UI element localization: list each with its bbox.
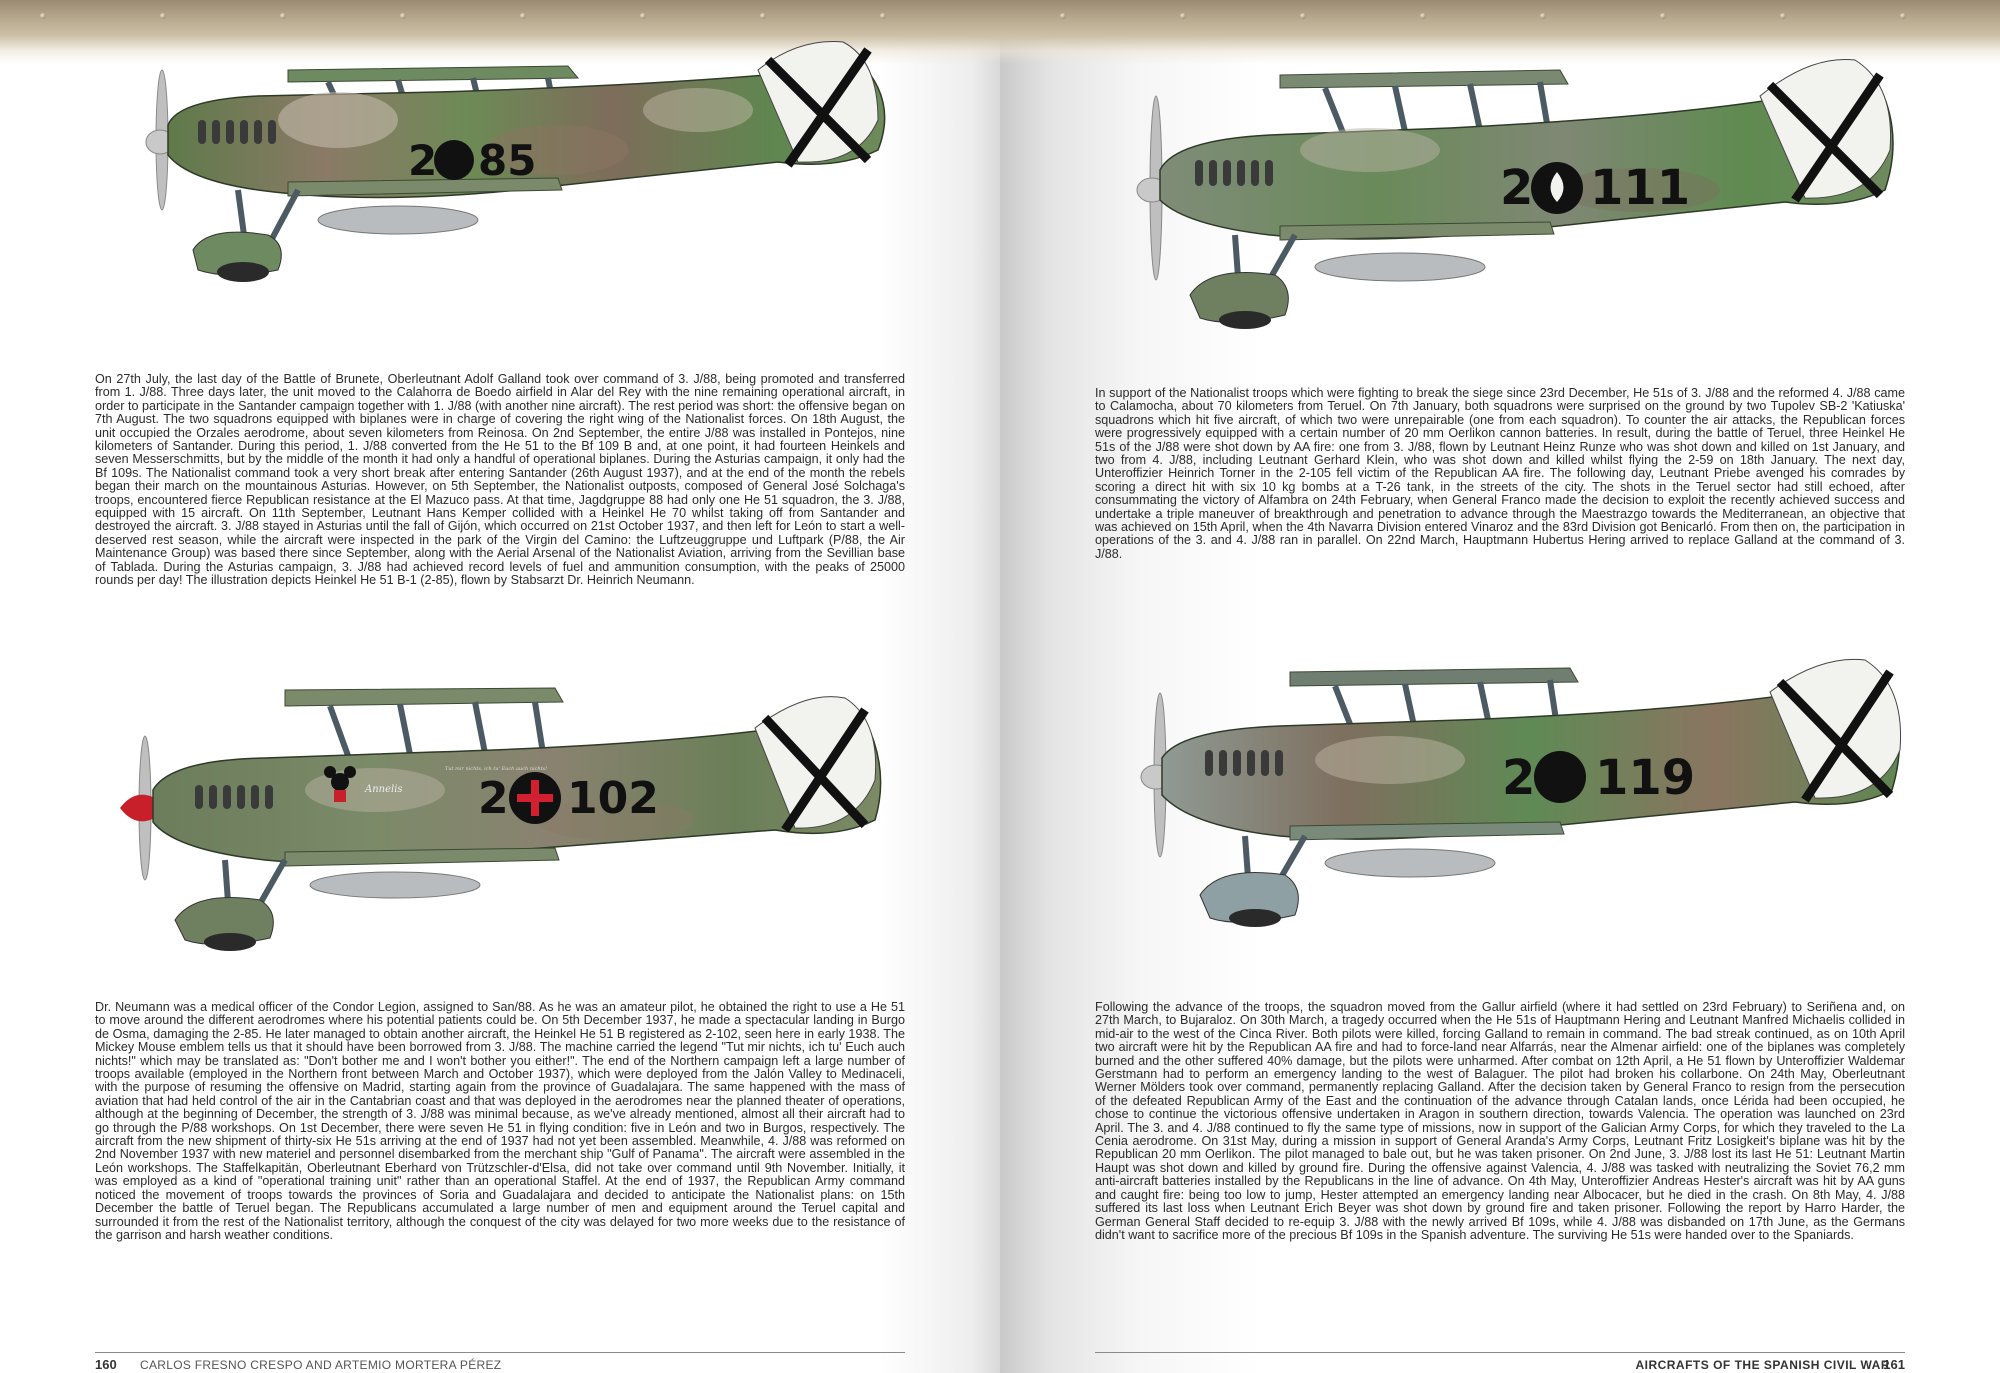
rivet bbox=[1300, 13, 1306, 19]
rivet bbox=[40, 13, 46, 19]
rivet bbox=[1900, 13, 1906, 19]
footer-rule bbox=[1095, 1352, 1905, 1353]
aircraft-illustration-2-85 bbox=[138, 30, 898, 350]
body-paragraph-3: In support of the Nationalist troops which were fighting to break the siege since 23rd December, He 51s of 3. J/88 and the reformed 4. J/88 came to Calamocha, about 70 kilometers from Teruel. On 7th January, both squadrons were surprised on the ground by two Tupolev SB-2 'Katiuska' squadrons which hit five aircraft, of which two were unrepairable (one from each squadron). To counter the air attacks, the Republican forces were progressively equipped with a certain number of 20 mm Oerlikon cannon batteries. In result, during the battle of Teruel, three Heinkel He 51s of the J/88 were shot down by AA fire: one from 3. J/88, flown by Leutnant Heinz Runze who was shot down and killed on 1st January, and two from 4. J/88, including Leutnant Gerhard Klein, who was shot down and killed whilst flying the 2-59 on 18th January. The next day, Unteroffizier Heinrich Torner in the 2-105 fell victim of the Republican AA fire. The following day, Leutnant Priebe avenged his comrades by scoring a direct hit with six 10 kg bombs at a T-26 tank, in the streets of the city. The shots in the Teruel sector had still echoed, after consummating the victory of Alfambra on 24th February, when General Franco made the decision to exploit the recently achieved success and undertake a triple maneuver of breakthrough and penetration to advance through the Maestrazgo towards the Mediterranean, an objective that was achieved on 15th April, when the 4th Navarra Division entered Vinaroz and the 83rd Division got Benicarló. From then on, the participation in operations of the 3. and 4. J/88 ran in parallel. On 22nd March, Hauptmann Hubertus Hering arrived to replace Galland at the command of 3. J/88. bbox=[1095, 386, 1905, 561]
rivet bbox=[1180, 13, 1186, 19]
rivet bbox=[1060, 13, 1066, 19]
rivet bbox=[640, 13, 646, 19]
rivet bbox=[280, 13, 286, 19]
aircraft-code-left: 2 bbox=[1500, 160, 1534, 216]
aircraft-code-left: 2 bbox=[408, 136, 438, 185]
page-number: 160 bbox=[95, 1357, 117, 1372]
aircraft-code-right: 102 bbox=[567, 773, 659, 824]
page-number: 161 bbox=[1883, 1357, 1905, 1372]
aircraft-illustration-2-102 bbox=[115, 680, 885, 1000]
running-head-title: AIRCRAFTS OF THE SPANISH CIVIL WAR bbox=[1635, 1358, 1890, 1372]
footer-rule bbox=[95, 1352, 905, 1353]
aircraft-code-right: 119 bbox=[1595, 750, 1696, 806]
right-page bbox=[1000, 0, 2000, 1373]
rivet bbox=[520, 13, 526, 19]
aircraft-code-left: 2 bbox=[478, 773, 509, 824]
running-head-authors: CARLOS FRESNO CRESPO AND ARTEMIO MORTERA PÉREZ bbox=[140, 1358, 502, 1372]
rivet bbox=[1660, 13, 1666, 19]
body-paragraph-4: Following the advance of the troops, the squadron moved from the Gallur airfield (where it had settled on 23rd February) to Seriñena and, on 27th March, to Bujaraloz. On 30th March, a tragedy occurred when the He 51s of Hauptmann Hering and Leutnant Manfred Michaelis collided in mid-air to the west of the Cinca River. Both pilots were killed, forcing Galland to remain in command. The bad streak continued, as on 10th April two aircraft were hit by the Republican AA fire and had to force-land near Alfarrás, near the Almenar airfield: one of the biplanes was completely burned and the other suffered 40% damage, but the pilots were unharmed. After combat on 12th April, a He 51 flown by Unteroffizier Waldemar Gerstmann had to perform an emergency landing to the west of Balaguer. The pilot had broken his collarbone. On 24th May, Oberleutnant Werner Mölders took over command, permanently replacing Galland. After the decision taken by General Franco to resign from the persecution of the defeated Republican Army of the East and the continuation of the advance through Catalan lands, once Lérida had been occupied, he chose to continue the victorious offensive undertaken in Aragon in southern direction, towards Valencia. The operation was launched on 23rd April. The 3. and 4. J/88 continued to fly the same type of missions, now in support of the Galician Army Corps, for which they traveled to the La Cenia aerodrome. On 31st May, during a mission in support of General Aranda's Army Corps, Leutnant Fritz Losigkeit's biplane was hit by the Republican 20 mm Oerlikon. The pilot managed to bale out, but he was taken prisoner. On 2nd June, 3. J/88 lost its last He 51: Leutnant Martin Haupt was shot down and killed by ground fire. During the offensive against Valencia, 4. J/88 was tasked with neutralizing the Soviet 76,2 mm anti-aircraft batteries installed by the Republicans in the line of advance. On 4th May, Unteroffizier Andreas Hester's aircraft was hit by AA guns and caught fire: being too low to jump, Hester attempted an emergency landing near Albocacer, but he died in the crash. On 8th May, 4. J/88 suffered its last loss when Leutnant Erich Beyer was shot down by ground fire and taken prisoner. Following the report by Harro Harder, the German General Staff decided to re-equip 3. J/88 with the newly arrived Bf 109s, while 4. J/88 was disbanded on 17th June, as the Germans didn't want to sacrifice more of the precious Bf 109s in the Spanish adventure. The surviving He 51s were handed over to the Spaniards. bbox=[1095, 1000, 1905, 1242]
rivet bbox=[760, 13, 766, 19]
rivet bbox=[880, 13, 886, 19]
aircraft-code-right: 85 bbox=[478, 136, 537, 185]
rivet bbox=[160, 13, 166, 19]
body-paragraph-1: On 27th July, the last day of the Battle of Brunete, Oberleutnant Adolf Galland took over command of 3. J/88, being promoted and transferred from 1. J/88. Three days later, the unit moved to the Calahorra de Boedo airfield in Alar del Rey with the nine remaining operational aircraft, in order to participate in the Santander campaign together with 1. J/88 (with another nine aircraft). The rest period was short: the offensive began on 7th August. The two squadrons equipped with biplanes were in charge of covering the right wing of the Nationalist forces. On 18th August, the unit occupied the Orzales aerodrome, about seven kilometers from Reinosa. On 2nd September, the entire J/88 was installed in Pontejos, nine kilometers of Santander. During this period, 1. J/88 converted from the He 51 to the Bf 109 B and, at one point, it had fourteen Heinkels and seven Messerschmitts, but by the middle of the month it had only a handful of operational biplanes. During the Asturias campaign, it only had the Bf 109s. The Nationalist command took a very short break after entering Santander (26th August 1937), and at the end of the month the rebels began their march on the mountainous Asturias. However, on 5th September, the Nationalist outposts, composed of General José Solchaga's troops, encountered fierce Republican resistance at the El Mazuco pass. At that time, Jagdgruppe 88 had only one He 51 squadron, the 3. J/88, equipped with 15 aircraft. On 11th September, Leutnant Hans Kemper collided with a Heinkel He 70 whilst taking off from Santander and destroyed the aircraft. 3. J/88 stayed in Asturias until the fall of Gijón, which occurred on 21st October 1937, and then left for León to start a well-deserved rest season, while the aircraft were inspected in the park of the Virgin del Camino: the Luftzeuggruppe und Luftpark (P/88, the Air Maintenance Group) was based there since September, along with the Aerial Arsenal of the Nationalist Aviation, arriving from the Sevillian base of Tablada. During the Asturias campaign, 3. J/88 had achieved record levels of fuel and ammunition consumption, with the peaks of 25000 rounds per day! The illustration depicts Heinkel He 51 B-1 (2-85), flown by Stabsarzt Dr. Heinrich Neumann. bbox=[95, 372, 905, 588]
fuselage-legend: Tut mir nichts, ich tu' Euch auch nichts! bbox=[445, 766, 548, 772]
aircraft-code-right: 111 bbox=[1590, 160, 1691, 216]
nose-art-name: Annelis bbox=[365, 784, 403, 795]
aircraft-code-left: 2 bbox=[1502, 750, 1536, 806]
body-paragraph-2: Dr. Neumann was a medical officer of the Condor Legion, assigned to San/88. As he was an amateur pilot, he obtained the right to use a He 51 to move around the different aerodromes where his potential patients could be. On 5th December 1937, he made a spectacular landing in Burgo de Osma, damaging the 2-85. He later managed to obtain another aircraft, the Heinkel He 51 B registered as 2-102, seen here in early 1938. The Mickey Mouse emblem tells us that it should have been borrowed from 3. J/88. The machine carried the legend "Tut mir nichts, ich tu' Euch auch nichts!" which may be translated as: "Don't bother me and I won't bother you either!". The end of the Northern campaign left a large number of troops available (employed in the Northern front between March and October 1937), which were deployed from the Jalón Valley to Medinaceli, with the purpose of resuming the offensive on Madrid, starting again from the province of Guadalajara. The same happened with the mass of aviation that had held control of the air in the Cantabrian coast and that was deployed in the aerodromes near the planned theater of operations, although at the beginning of December, the strength of 3. J/88 was minimal because, as we've already mentioned, almost all their aircraft had to go through the P/88 workshops. On 1st December, there were seven He 51 in flying condition: five in León and two in Burgos, respectively. The aircraft from the new shipment of thirty-six He 51s arriving at the end of 1937 had not yet been assembled. Meanwhile, 4. J/88 was reformed on 2nd November 1937 with new materiel and personnel disembarked from the merchant ship "Gulf of Panama". The aircraft were assembled in the León workshops. The Staffelkapitän, Oberleutnant Eberhard von Trützschler-d'Elsa, did not take over command until 9th November. Initially, it was employed as a kind of "operational training unit" rather than an operational Staffel. At the end of 1937, the Republican Army command noticed the movement of troops towards the provinces of Soria and Guadalajara and decided to anticipate the Nationalist plans: on 15th December the battle of Teruel began. The Republicans accumulated a large number of men and equipment around the Teruel capital and surrounded it from the rest of the Nationalist territory, although the conquest of the city was delayed for two more weeks due to the resistance of the garrison and harsh weather conditions. bbox=[95, 1000, 905, 1242]
rivet bbox=[1540, 13, 1546, 19]
aircraft-illustration-2-119 bbox=[1120, 650, 1900, 970]
aircraft-illustration-2-111 bbox=[1120, 30, 1900, 360]
rivet bbox=[1420, 13, 1426, 19]
rivet bbox=[400, 13, 406, 19]
rivet bbox=[1780, 13, 1786, 19]
